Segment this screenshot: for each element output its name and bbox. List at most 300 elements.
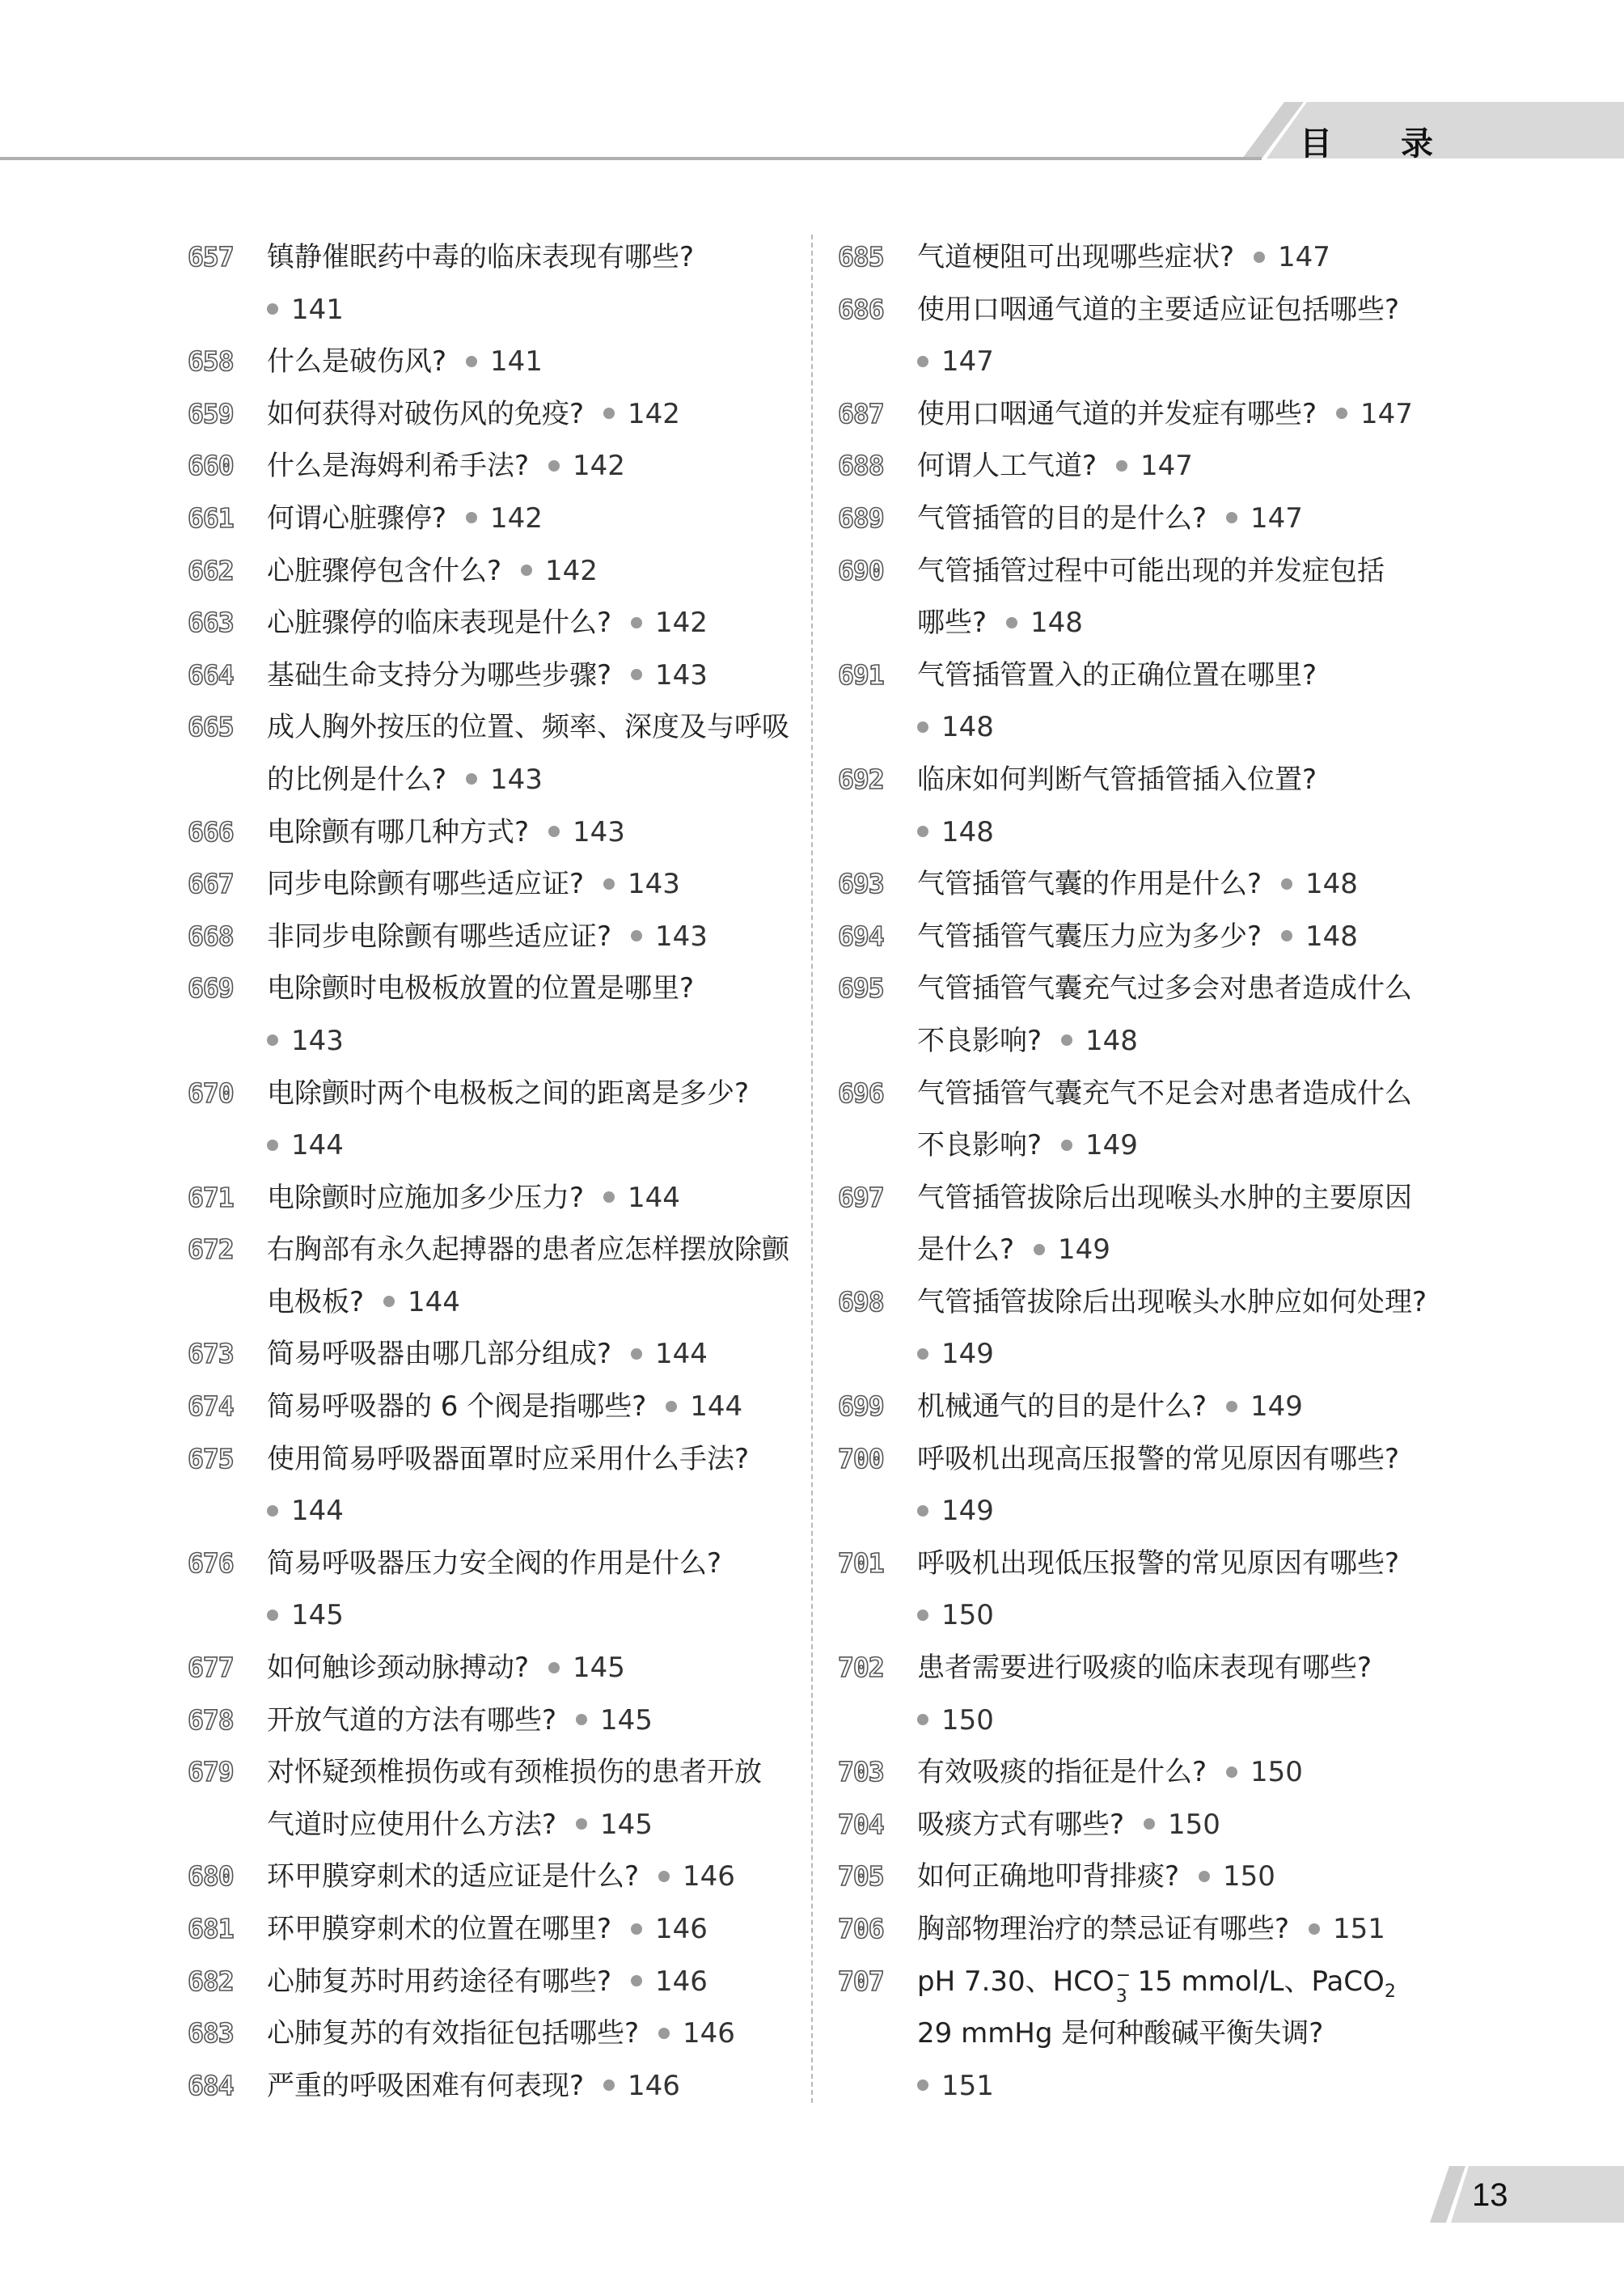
toc-entry[interactable] bbox=[188, 1694, 802, 1747]
entry-title bbox=[267, 1224, 789, 1276]
toc-entry[interactable] bbox=[838, 1956, 1453, 2113]
entry-title-text: 气管插管气囊充气过多会对患者造成什么 bbox=[917, 972, 1412, 1005]
toc-entry[interactable] bbox=[838, 1172, 1453, 1276]
page-ref-bullet-icon bbox=[466, 356, 477, 367]
toc-entry-line bbox=[188, 336, 802, 388]
page-ref-bullet-icon bbox=[1254, 252, 1265, 263]
toc-entry-line bbox=[838, 2060, 1453, 2113]
page-reference[interactable]: 149 bbox=[1085, 1129, 1138, 1162]
toc-entry-line bbox=[838, 1172, 1453, 1225]
toc-entry[interactable] bbox=[188, 2060, 802, 2113]
entry-title bbox=[267, 1119, 344, 1172]
entry-number: 675 bbox=[188, 1442, 234, 1474]
entry-number: 692 bbox=[838, 763, 884, 795]
page-reference[interactable]: 142 bbox=[628, 397, 680, 430]
page-reference[interactable]: 144 bbox=[408, 1285, 460, 1318]
hco3-subscript: 3 bbox=[1115, 1986, 1127, 2007]
entry-number: 679 bbox=[188, 1756, 234, 1788]
toc-entry[interactable] bbox=[188, 597, 802, 649]
toc-entry[interactable] bbox=[838, 1799, 1453, 1851]
entry-title bbox=[267, 649, 708, 702]
page-ref-bullet-icon bbox=[631, 930, 642, 941]
page-reference[interactable]: 147 bbox=[1140, 450, 1193, 483]
page-reference[interactable]: 148 bbox=[941, 815, 994, 848]
page-reference[interactable]: 150 bbox=[1250, 1756, 1303, 1789]
entry-title-text: 使用口咽通气道的并发症有哪些? bbox=[917, 397, 1317, 430]
page-reference[interactable]: 141 bbox=[291, 293, 344, 326]
toc-entry[interactable] bbox=[188, 388, 802, 441]
toc-right-column bbox=[838, 231, 1453, 2112]
entry-number: 690 bbox=[838, 554, 884, 586]
toc-entry-line bbox=[838, 284, 1453, 336]
entry-title-text: 气管插管拔除后出现喉头水肿的主要原因 bbox=[917, 1181, 1412, 1214]
entry-title bbox=[917, 1172, 1412, 1225]
toc-entry[interactable] bbox=[188, 1851, 802, 1903]
page-reference[interactable]: 143 bbox=[655, 658, 708, 692]
page-reference[interactable]: 145 bbox=[573, 1652, 625, 1685]
entry-number: 705 bbox=[838, 1860, 884, 1893]
entry-title bbox=[267, 1538, 721, 1590]
page-ref-bullet-icon bbox=[658, 1871, 670, 1882]
entry-title-text: 气管插管过程中可能出现的并发症包括 bbox=[917, 554, 1385, 587]
page-ref-bullet-icon bbox=[576, 1714, 587, 1725]
toc-entry[interactable] bbox=[188, 1538, 802, 1642]
entry-title-text: 气管插管气囊的作用是什么? bbox=[917, 868, 1262, 901]
page-ref-bullet-icon bbox=[917, 1505, 928, 1517]
page-ref-bullet-icon bbox=[521, 565, 532, 576]
entry-title bbox=[917, 1851, 1275, 1903]
toc-entry[interactable] bbox=[188, 1956, 802, 2008]
toc-entry-line bbox=[188, 754, 802, 806]
toc-entry[interactable] bbox=[188, 336, 802, 388]
entry-title bbox=[267, 1851, 735, 1903]
entry-title bbox=[917, 545, 1385, 598]
entry-title bbox=[267, 911, 708, 963]
entry-title bbox=[267, 1381, 742, 1433]
toc-entry-line bbox=[188, 388, 802, 441]
page-reference[interactable]: 144 bbox=[291, 1495, 344, 1528]
entry-number: 661 bbox=[188, 501, 234, 534]
toc-entry-line bbox=[188, 701, 802, 754]
toc-entry[interactable] bbox=[188, 1381, 802, 1433]
page-ref-bullet-icon bbox=[1116, 460, 1127, 472]
page-reference[interactable]: 150 bbox=[941, 1599, 994, 1632]
entry-number: 701 bbox=[838, 1546, 884, 1579]
page-reference[interactable]: 143 bbox=[655, 920, 708, 953]
entry-title bbox=[267, 1746, 762, 1799]
toc-entry[interactable] bbox=[838, 545, 1453, 649]
entry-title bbox=[267, 858, 680, 911]
page-reference[interactable]: 151 bbox=[1333, 1913, 1385, 1945]
toc-entry[interactable] bbox=[838, 1068, 1453, 1172]
toc-entry-line bbox=[838, 962, 1453, 1015]
entry-title bbox=[917, 1328, 994, 1381]
page-ref-bullet-icon bbox=[1226, 1401, 1237, 1412]
toc-entry[interactable] bbox=[188, 1433, 802, 1538]
page-reference[interactable]: 146 bbox=[683, 1860, 735, 1893]
entry-title bbox=[267, 1642, 625, 1694]
toc-entry[interactable] bbox=[838, 284, 1453, 388]
page-reference[interactable]: 150 bbox=[941, 1703, 994, 1737]
page-ref-bullet-icon bbox=[658, 2028, 670, 2039]
entry-title-text: 是什么? bbox=[917, 1233, 1015, 1267]
toc-entry-line bbox=[188, 1746, 802, 1799]
toc-entry-line bbox=[838, 1485, 1453, 1538]
entry-number: 702 bbox=[838, 1652, 884, 1684]
page-reference[interactable]: 147 bbox=[1250, 501, 1303, 535]
entry-title-text: 对怀疑颈椎损伤或有颈椎损伤的患者开放 bbox=[267, 1756, 762, 1789]
page-reference[interactable]: 143 bbox=[628, 868, 680, 901]
toc-entry-line bbox=[838, 1956, 1453, 2008]
page-ref-bullet-icon bbox=[603, 2079, 615, 2091]
entry-title bbox=[917, 1538, 1399, 1590]
entry-title-text: 简易呼吸器压力安全阀的作用是什么? bbox=[267, 1546, 722, 1580]
entry-title-text: 心脏骤停的临床表现是什么? bbox=[267, 607, 612, 640]
page-ref-bullet-icon bbox=[1281, 930, 1292, 941]
toc-entry-line bbox=[838, 649, 1453, 702]
toc-entry[interactable] bbox=[188, 545, 802, 598]
entry-title bbox=[917, 1485, 994, 1538]
toc-entry-line bbox=[838, 1328, 1453, 1381]
page-ref-bullet-icon bbox=[548, 826, 560, 837]
entry-title bbox=[917, 754, 1317, 806]
entry-number: 685 bbox=[838, 241, 884, 273]
toc-entry-line bbox=[838, 388, 1453, 441]
toc-entry[interactable] bbox=[188, 231, 802, 336]
entry-title-text: 不良影响? bbox=[917, 1024, 1042, 1057]
page-ref-bullet-icon bbox=[1061, 1034, 1072, 1046]
entry-title-text: 的比例是什么? bbox=[267, 763, 447, 796]
toc-entry-line bbox=[838, 1589, 1453, 1642]
entry-number: 687 bbox=[838, 397, 884, 429]
page-reference[interactable]: 147 bbox=[1360, 397, 1413, 430]
toc-entry-line bbox=[838, 493, 1453, 545]
toc-entry[interactable] bbox=[838, 858, 1453, 911]
page-ref-bullet-icon bbox=[466, 773, 477, 785]
entry-title-text: 何谓心脏骤停? bbox=[267, 501, 447, 535]
toc-entry-line bbox=[188, 1589, 802, 1642]
entry-number: 686 bbox=[838, 293, 884, 325]
toc-entry[interactable] bbox=[188, 1068, 802, 1172]
entry-title-text: 气管插管气囊压力应为多少? bbox=[917, 920, 1262, 953]
page-reference[interactable]: 143 bbox=[490, 763, 543, 796]
entry-title bbox=[917, 597, 1083, 649]
page-reference[interactable]: 145 bbox=[600, 1808, 653, 1841]
toc-entry-line bbox=[838, 336, 1453, 388]
page-ref-bullet-icon bbox=[917, 1610, 928, 1621]
toc-entry[interactable] bbox=[188, 1224, 802, 1328]
page-ref-bullet-icon bbox=[1336, 408, 1347, 419]
page-ref-bullet-icon bbox=[1226, 1766, 1237, 1778]
entry-number: 694 bbox=[838, 920, 884, 952]
entry-number: 664 bbox=[188, 658, 234, 691]
toc-entry[interactable] bbox=[838, 1433, 1453, 1538]
entry-title-text: 简易呼吸器的 6 个阀是指哪些? bbox=[267, 1390, 647, 1424]
toc-entry[interactable] bbox=[838, 440, 1453, 493]
entry-title bbox=[267, 2007, 735, 2060]
entry-number: 660 bbox=[188, 450, 234, 482]
page-reference[interactable]: 146 bbox=[683, 2017, 735, 2050]
toc-entry[interactable] bbox=[838, 1276, 1453, 1381]
toc-entry[interactable] bbox=[188, 962, 802, 1067]
toc-entry[interactable] bbox=[838, 1381, 1453, 1433]
toc-entry[interactable] bbox=[838, 1746, 1453, 1799]
toc-entry-line bbox=[188, 1119, 802, 1172]
entry-title-text: 气管插管拔除后出现喉头水肿应如何处理? bbox=[917, 1285, 1427, 1318]
entry-title bbox=[917, 1119, 1138, 1172]
entry-number: 677 bbox=[188, 1652, 234, 1684]
page-reference[interactable]: 148 bbox=[1030, 607, 1083, 640]
entry-number: 699 bbox=[838, 1390, 884, 1423]
entry-title bbox=[917, 1276, 1427, 1329]
page-reference[interactable]: 149 bbox=[941, 1495, 994, 1528]
entry-title bbox=[267, 388, 680, 441]
page-ref-bullet-icon bbox=[917, 356, 928, 367]
entry-title bbox=[917, 701, 994, 754]
page-reference[interactable]: 149 bbox=[941, 1338, 994, 1371]
entry-number: 681 bbox=[188, 1913, 234, 1944]
page-reference[interactable]: 146 bbox=[655, 1913, 708, 1945]
page-ref-bullet-icon bbox=[1144, 1818, 1155, 1830]
toc-entry[interactable] bbox=[188, 1642, 802, 1694]
page-reference[interactable]: 146 bbox=[655, 1965, 708, 1998]
entry-title-text: 吸痰方式有哪些? bbox=[917, 1808, 1125, 1841]
entry-title bbox=[267, 1172, 680, 1225]
page-reference[interactable]: 144 bbox=[628, 1181, 680, 1214]
page-ref-bullet-icon bbox=[631, 617, 642, 628]
entry-number: 670 bbox=[188, 1077, 234, 1109]
page-reference[interactable]: 148 bbox=[941, 711, 994, 744]
toc-entry[interactable] bbox=[838, 754, 1453, 858]
entry-title-text: 电除颤时两个电极板之间的距离是多少? bbox=[267, 1077, 750, 1110]
entry-title-text: 右胸部有永久起搏器的患者应怎样摆放除颤 bbox=[267, 1233, 789, 1267]
entry-number: 680 bbox=[188, 1860, 234, 1893]
entry-title-text: pH 7.30、HCO bbox=[917, 1965, 1114, 1998]
toc-entry-line bbox=[838, 911, 1453, 963]
page-ref-bullet-icon bbox=[917, 1714, 928, 1725]
toc-entry-line bbox=[188, 649, 802, 702]
page-ref-bullet-icon bbox=[267, 1140, 278, 1151]
footer-tab bbox=[0, 2151, 1624, 2240]
entry-number: 663 bbox=[188, 607, 234, 639]
toc-entry[interactable] bbox=[838, 911, 1453, 963]
toc-entry[interactable] bbox=[188, 1746, 802, 1851]
page-ref-bullet-icon bbox=[548, 1662, 560, 1673]
page-ref-bullet-icon bbox=[1281, 878, 1292, 890]
entry-title-text: 呼吸机出现高压报警的常见原因有哪些? bbox=[917, 1442, 1400, 1475]
entry-title bbox=[917, 1589, 994, 1642]
page-reference[interactable]: 145 bbox=[291, 1599, 344, 1632]
entry-title-text: 如何触诊颈动脉搏动? bbox=[267, 1652, 530, 1685]
entry-title bbox=[267, 962, 694, 1015]
entry-number: 688 bbox=[838, 450, 884, 482]
entry-title bbox=[917, 284, 1399, 336]
entry-title-text: 严重的呼吸困难有何表现? bbox=[267, 2069, 585, 2102]
entry-number: 659 bbox=[188, 397, 234, 429]
toc-entry[interactable] bbox=[838, 1903, 1453, 1956]
toc-entry-line bbox=[838, 1903, 1453, 1956]
toc-entry-line bbox=[188, 1903, 802, 1956]
toc-entry[interactable] bbox=[188, 911, 802, 963]
page-reference[interactable]: 146 bbox=[628, 2069, 680, 2102]
toc-entry[interactable] bbox=[188, 493, 802, 545]
page-ref-bullet-icon bbox=[1199, 1871, 1210, 1882]
toc-entry-line bbox=[188, 1851, 802, 1903]
entry-title bbox=[267, 1433, 749, 1486]
page-ref-bullet-icon bbox=[631, 1923, 642, 1935]
entry-title bbox=[917, 388, 1413, 441]
page-ref-bullet-icon bbox=[917, 1348, 928, 1360]
toc-entry-line bbox=[188, 1538, 802, 1590]
entry-number: 678 bbox=[188, 1703, 234, 1736]
entry-title-text: 简易呼吸器由哪几部分组成? bbox=[267, 1338, 612, 1371]
entry-title bbox=[917, 1381, 1303, 1433]
entry-title bbox=[917, 1746, 1303, 1799]
toc-entry[interactable] bbox=[188, 858, 802, 911]
entry-title-text: 哪些? bbox=[917, 607, 988, 640]
page-ref-bullet-icon bbox=[631, 1348, 642, 1360]
toc-entry-line bbox=[188, 1224, 802, 1276]
entry-title bbox=[267, 284, 344, 336]
toc-entry-line bbox=[188, 858, 802, 911]
entry-number: 657 bbox=[188, 241, 234, 273]
toc-entry[interactable] bbox=[838, 962, 1453, 1067]
entry-title-text: 开放气道的方法有哪些? bbox=[267, 1703, 557, 1737]
page-reference[interactable]: 143 bbox=[573, 815, 625, 848]
page-reference[interactable]: 142 bbox=[490, 501, 543, 535]
page-reference[interactable]: 144 bbox=[655, 1338, 708, 1371]
toc-left-column bbox=[188, 231, 802, 2112]
toc-entry-line bbox=[838, 1538, 1453, 1590]
page-ref-bullet-icon bbox=[267, 303, 278, 315]
page-reference[interactable]: 149 bbox=[1058, 1233, 1110, 1267]
toc-entry-line bbox=[838, 545, 1453, 598]
entry-title bbox=[917, 1433, 1399, 1486]
toc-entry-line bbox=[838, 440, 1453, 493]
toc-entry[interactable] bbox=[838, 1538, 1453, 1642]
entry-number: 693 bbox=[838, 868, 884, 900]
toc-entry-line bbox=[188, 1642, 802, 1694]
toc-entry-line bbox=[188, 806, 802, 859]
page-reference[interactable]: 151 bbox=[941, 2069, 994, 2102]
entry-title-text: 胸部物理治疗的禁忌证有哪些? bbox=[917, 1913, 1290, 1945]
page-reference[interactable]: 142 bbox=[655, 607, 708, 640]
page-reference[interactable]: 141 bbox=[490, 345, 543, 379]
page-ref-bullet-icon bbox=[1034, 1244, 1045, 1255]
entry-title bbox=[267, 701, 789, 754]
toc-entry-line bbox=[188, 1799, 802, 1851]
entry-number: 673 bbox=[188, 1338, 234, 1370]
page-reference[interactable]: 148 bbox=[1085, 1024, 1138, 1057]
toc-entry[interactable] bbox=[838, 1642, 1453, 1746]
entry-title bbox=[917, 1068, 1412, 1120]
entry-title bbox=[917, 1224, 1110, 1276]
toc-entry[interactable] bbox=[838, 1851, 1453, 1903]
entry-title bbox=[267, 1015, 344, 1068]
entry-number: 691 bbox=[838, 658, 884, 691]
toc-entry[interactable] bbox=[188, 2007, 802, 2060]
entry-number: 696 bbox=[838, 1077, 884, 1109]
toc-entry[interactable] bbox=[188, 440, 802, 493]
entry-title bbox=[917, 911, 1358, 963]
toc-entry-line bbox=[188, 597, 802, 649]
entry-title-text: 不良影响? bbox=[917, 1129, 1042, 1162]
entry-title-text: 什么是破伤风? bbox=[267, 345, 447, 379]
page-reference[interactable]: 142 bbox=[545, 554, 598, 587]
page-reference[interactable]: 148 bbox=[1305, 868, 1358, 901]
entry-title-text: 患者需要进行吸痰的临床表现有哪些? bbox=[917, 1652, 1372, 1685]
toc-entry-line bbox=[188, 284, 802, 336]
toc-entry-line bbox=[188, 231, 802, 284]
toc-entry-line bbox=[188, 1381, 802, 1433]
entry-title-text: 使用简易呼吸器面罩时应采用什么手法? bbox=[267, 1442, 750, 1475]
entry-number: 695 bbox=[838, 972, 884, 1005]
page-reference[interactable]: 149 bbox=[1250, 1390, 1303, 1424]
entry-title-text: 气道梗阻可出现哪些症状? bbox=[917, 241, 1235, 273]
page-reference[interactable]: 150 bbox=[1223, 1860, 1275, 1893]
toc-entry[interactable] bbox=[188, 1903, 802, 1956]
toc-entry[interactable] bbox=[188, 806, 802, 859]
page-reference[interactable]: 143 bbox=[291, 1024, 344, 1057]
entry-title bbox=[917, 1015, 1138, 1068]
toc-entry-line bbox=[188, 1485, 802, 1538]
toc-entry-line bbox=[188, 911, 802, 963]
toc-entry-line bbox=[188, 440, 802, 493]
page-reference[interactable]: 144 bbox=[690, 1390, 743, 1424]
toc-entry-line bbox=[838, 1381, 1453, 1433]
page-ref-bullet-icon bbox=[1061, 1140, 1072, 1151]
toc-entry-line bbox=[838, 1276, 1453, 1329]
page-ref-bullet-icon bbox=[631, 669, 642, 680]
header-title-part1: 目 bbox=[1300, 125, 1332, 163]
hco3-scripts bbox=[1114, 1965, 1131, 2007]
toc-entry-line bbox=[188, 962, 802, 1015]
entry-title bbox=[267, 1068, 749, 1120]
toc-entry[interactable] bbox=[838, 649, 1453, 754]
entry-number: 658 bbox=[188, 345, 234, 378]
toc-entry-line bbox=[838, 1694, 1453, 1747]
column-divider bbox=[811, 235, 813, 2103]
entry-title bbox=[917, 1642, 1372, 1694]
entry-number: 706 bbox=[838, 1913, 884, 1944]
entry-number: 669 bbox=[188, 972, 234, 1005]
toc-entry[interactable] bbox=[188, 1172, 802, 1225]
toc-entry[interactable] bbox=[188, 701, 802, 806]
toc-entry-line bbox=[838, 231, 1453, 284]
entry-title-text: 气管插管气囊充气不足会对患者造成什么 bbox=[917, 1077, 1412, 1110]
page-reference[interactable]: 147 bbox=[1278, 241, 1330, 273]
page-reference[interactable]: 150 bbox=[1168, 1808, 1220, 1841]
toc-entry[interactable] bbox=[188, 1328, 802, 1381]
page-reference[interactable]: 144 bbox=[291, 1129, 344, 1162]
entry-title-text: 29 mmHg 是何种酸碱平衡失调? bbox=[917, 2017, 1324, 2050]
entry-number: 707 bbox=[838, 1965, 884, 1997]
toc-entry-line bbox=[188, 1328, 802, 1381]
page-reference[interactable]: 147 bbox=[941, 345, 994, 379]
toc-entry[interactable] bbox=[838, 231, 1453, 284]
toc-entry[interactable] bbox=[188, 649, 802, 702]
entry-title-text: 成人胸外按压的位置、频率、深度及与呼吸 bbox=[267, 711, 789, 744]
toc-entry[interactable] bbox=[838, 493, 1453, 545]
entry-number: 689 bbox=[838, 501, 884, 534]
entry-title bbox=[917, 1903, 1385, 1956]
toc-entry-line bbox=[838, 1015, 1453, 1068]
page-reference[interactable]: 142 bbox=[573, 450, 625, 483]
page-reference[interactable]: 145 bbox=[600, 1703, 653, 1737]
page-reference[interactable]: 148 bbox=[1305, 920, 1358, 953]
entry-title-text: 电除颤时应施加多少压力? bbox=[267, 1181, 585, 1214]
toc-entry[interactable] bbox=[838, 388, 1453, 441]
